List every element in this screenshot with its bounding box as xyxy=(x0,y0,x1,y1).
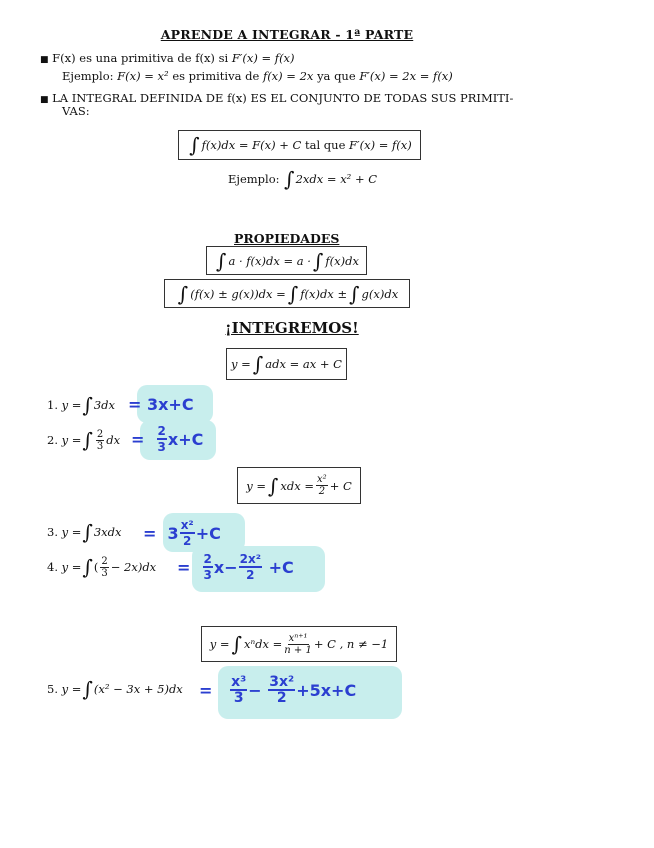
math: F′(x) = 2x = f(x) xyxy=(359,69,453,83)
math: y = xyxy=(61,682,82,696)
handwritten-answer-4 xyxy=(177,552,294,582)
denominator: n + 1 xyxy=(284,644,312,656)
integral-icon: ∫ xyxy=(349,281,360,306)
integral-icon: ∫ xyxy=(82,677,93,701)
numerator: 3x² xyxy=(269,674,295,690)
property-2-box xyxy=(164,279,410,308)
bullet-icon: ■ xyxy=(40,95,49,105)
math: xⁿdx = xyxy=(244,637,283,651)
integral-icon: ∫ xyxy=(312,248,324,273)
expr: +5x+C xyxy=(296,680,357,700)
numerator: xⁿ⁺¹ xyxy=(288,632,308,644)
integral-icon: ∫ xyxy=(177,281,189,306)
exercise-1 xyxy=(47,393,115,417)
handwritten-answer-1: = 3x+C xyxy=(128,395,194,414)
example-line xyxy=(228,168,377,190)
numerator: x² xyxy=(317,474,327,485)
integral-icon: ∫ xyxy=(284,167,295,191)
equals: = xyxy=(199,680,213,700)
propiedades-title: PROPIEDADES xyxy=(234,231,340,246)
math: 3dx xyxy=(93,398,116,412)
coefficient: 3 xyxy=(167,523,179,543)
denominator: 2 xyxy=(183,534,192,548)
numerator: 2 xyxy=(203,552,212,566)
fraction xyxy=(203,552,213,582)
bullet-icon: ■ xyxy=(40,55,49,65)
math: y = xyxy=(61,525,82,539)
property-1-box xyxy=(206,246,367,275)
expr: x+C xyxy=(167,429,204,449)
exercise-3 xyxy=(47,520,122,544)
integral-icon: ∫ xyxy=(189,133,200,157)
numerator: 2x² xyxy=(239,552,261,566)
expr: +C xyxy=(195,523,221,543)
math: xdx = xyxy=(280,478,315,493)
math: adx = ax + C xyxy=(265,357,342,371)
math: y = xyxy=(61,560,82,574)
math: F′(x) = f(x) xyxy=(231,51,295,65)
exercise-number: 5. xyxy=(47,682,58,696)
integral-icon: ∫ xyxy=(287,281,299,306)
fraction xyxy=(284,633,312,656)
integral-icon: ∫ xyxy=(82,555,93,579)
fraction xyxy=(239,552,262,582)
denominator: 3 xyxy=(233,690,244,706)
math: ( xyxy=(93,560,99,574)
math: (f(x) ± g(x))dx = xyxy=(190,286,286,301)
math: f(x)dx = F(x) + C xyxy=(201,138,302,152)
exercise-number: 3. xyxy=(47,525,58,539)
math: g(x)dx xyxy=(361,286,399,301)
handwritten-answer-5 xyxy=(199,675,356,705)
text: Ejemplo: xyxy=(228,171,280,186)
fraction xyxy=(100,556,108,579)
math: f(x)dx xyxy=(325,253,359,268)
rule-3-box xyxy=(201,626,397,662)
equals: = xyxy=(177,557,191,577)
math: f(x) = 2x xyxy=(262,69,314,83)
math: dx xyxy=(106,433,121,447)
equals: = xyxy=(143,523,157,543)
expr: x− xyxy=(213,557,238,577)
math: 2xdx = x² + C xyxy=(295,171,378,186)
numerator: 2 xyxy=(157,424,166,438)
exercise-number: 4. xyxy=(47,560,58,574)
math: − 2x)dx xyxy=(110,560,157,574)
integral-icon: ∫ xyxy=(82,393,93,417)
numerator: 2 xyxy=(96,428,104,440)
handwritten-answer-2 xyxy=(131,424,203,454)
math: y = xyxy=(231,357,251,371)
text: Ejemplo: xyxy=(62,69,114,83)
fraction xyxy=(96,429,104,452)
math: 3xdx xyxy=(93,525,122,539)
exercise-4 xyxy=(47,553,156,581)
denominator: 3 xyxy=(101,567,108,579)
rule-2-box xyxy=(237,467,361,504)
exercise-number: 2. xyxy=(47,433,58,447)
denominator: 2 xyxy=(318,486,326,497)
exercise-5 xyxy=(47,677,183,701)
text: tal que xyxy=(305,138,346,152)
bullet-2-line-1 xyxy=(40,91,513,108)
integral-icon: ∫ xyxy=(252,352,264,376)
math: y = xyxy=(61,398,82,412)
denominator: 3 xyxy=(96,440,104,452)
math: (x² − 3x + 5)dx xyxy=(93,682,183,696)
equals: = xyxy=(131,429,145,449)
text: LA INTEGRAL DEFINIDA DE f(x) ES EL CONJUNTO DE TODAS SUS PRIMITI- xyxy=(52,91,514,105)
denominator: 2 xyxy=(246,568,255,582)
fraction xyxy=(268,675,295,705)
denominator: 3 xyxy=(203,568,212,582)
numerator: x² xyxy=(180,518,194,532)
math: F(x) = x² xyxy=(117,69,173,83)
integral-icon: ∫ xyxy=(216,248,227,273)
math: + C , n ≠ −1 xyxy=(313,637,389,651)
numerator: x³ xyxy=(231,674,247,690)
rule-1-box xyxy=(226,348,347,380)
handwritten-answer-3 xyxy=(143,518,221,548)
math: a · f(x)dx = a · xyxy=(228,253,311,268)
math: y = xyxy=(209,637,230,651)
page-title: APRENDE A INTEGRAR - 1ª PARTE xyxy=(160,27,414,42)
integremos-title: ¡INTEGREMOS! xyxy=(225,319,359,337)
bullet-1-line-2 xyxy=(62,69,453,84)
denominator: 2 xyxy=(276,690,287,706)
exercise-number: 1. xyxy=(47,398,58,412)
text: F(x) es una primitiva de f(x) si xyxy=(52,51,229,65)
exercise-2 xyxy=(47,426,120,454)
definition-box xyxy=(178,130,421,160)
integral-icon: ∫ xyxy=(82,428,93,452)
bullet-2-line-2: VAS: xyxy=(62,104,90,118)
numerator: 2 xyxy=(101,555,108,567)
expr: +C xyxy=(268,557,294,577)
math: y = xyxy=(246,478,266,493)
fraction xyxy=(180,518,195,548)
text: es primitiva de xyxy=(172,69,260,83)
text: ya que xyxy=(317,69,356,83)
integral-icon: ∫ xyxy=(268,473,279,498)
math: y = xyxy=(61,433,82,447)
denominator: 3 xyxy=(157,440,166,454)
math: f(x)dx ± xyxy=(300,286,348,301)
fraction xyxy=(230,675,247,705)
fraction xyxy=(157,424,167,454)
bullet-1-line-1 xyxy=(40,51,295,68)
integral-icon: ∫ xyxy=(82,520,93,544)
math: + C xyxy=(329,478,352,493)
integral-icon: ∫ xyxy=(231,632,242,656)
math: F′(x) = f(x) xyxy=(349,138,412,152)
expr: − xyxy=(248,680,262,700)
fraction xyxy=(316,474,328,497)
